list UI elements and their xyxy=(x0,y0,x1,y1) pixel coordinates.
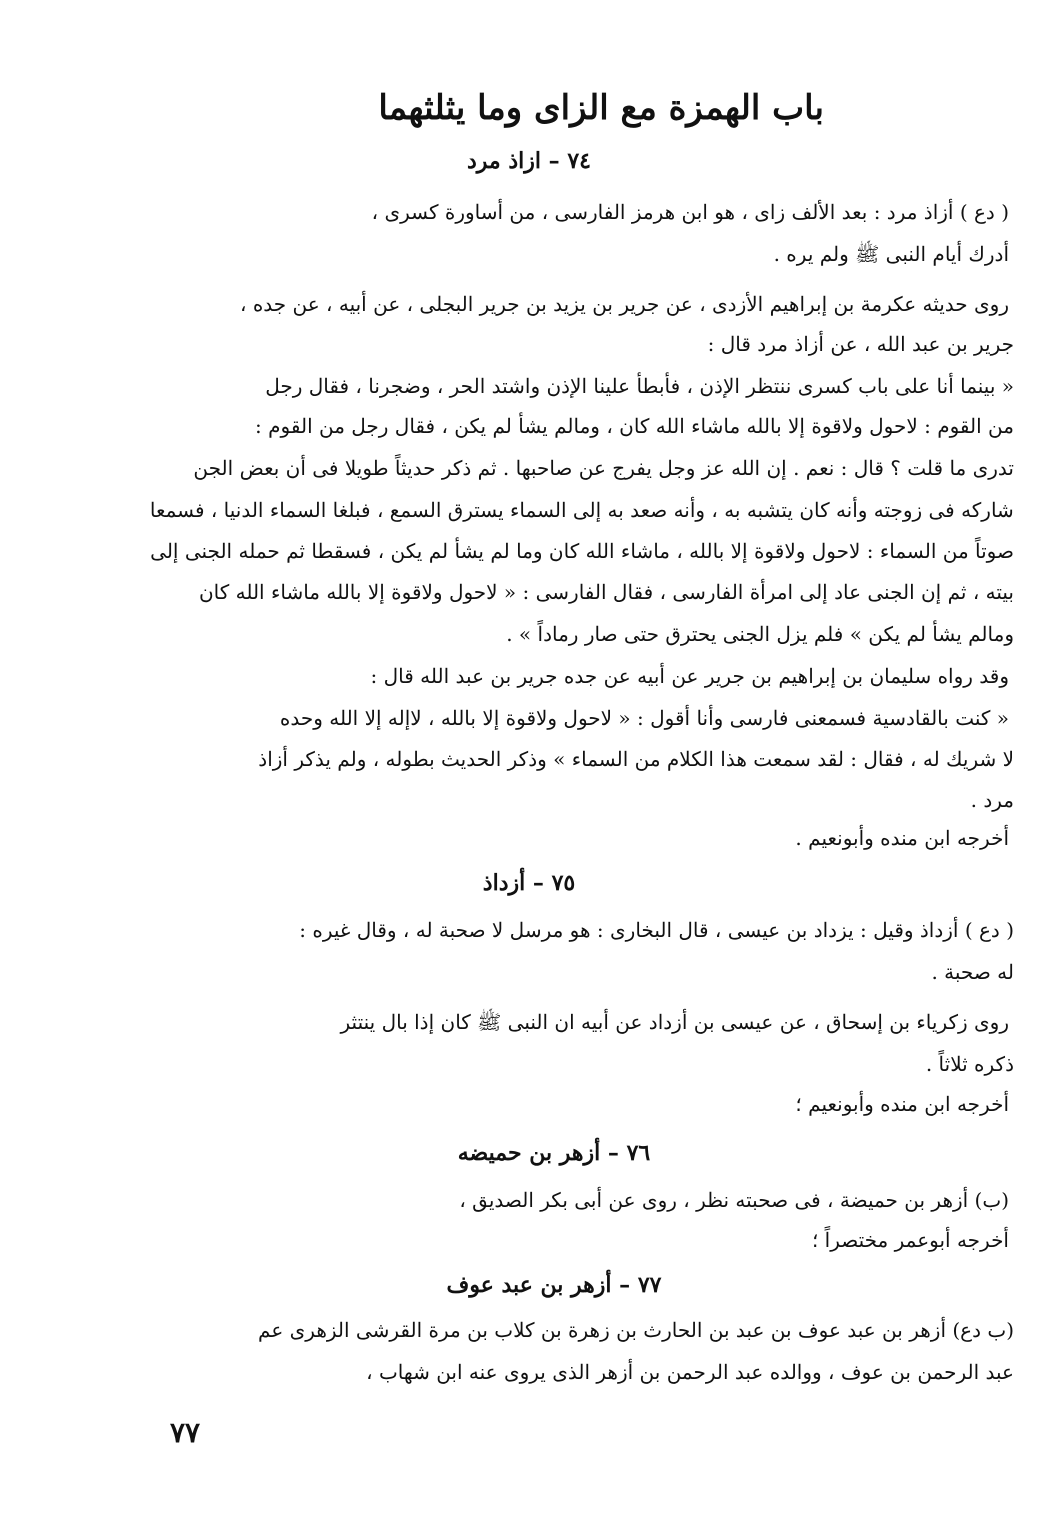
text-line: (ب دع) أزهر بن عبد عوف بن عبد بن الحارث بن زهرة بن كلاب بن مرة القرشى الزهرى عم xyxy=(258,1318,1014,1342)
text-line: صوتاً من السماء : لاحول ولاقوة إلا بالله ، ماشاء الله كان وما لم يشأ لم يكن ، فسقطا ثم حمله الجنى إلى xyxy=(150,539,1014,563)
text-line: شاركه فى زوجته وأنه كان يتشبه به ، وأنه صعد به إلى السماء يسترق السمع ، فبلغا السماء الدنيا ، فسمعا xyxy=(150,498,1014,522)
text-line: ( دع ) أزاذ مرد : بعد الألف زاى ، هو ابن هرمز الفارسى ، من أساورة كسرى ، xyxy=(371,200,1009,224)
text-line: روى زكرياء بن إسحاق ، عن عيسى بن أزداد عن أبيه ان النبى ﷺ كان إذا بال ينتثر xyxy=(340,1010,1009,1034)
page-number: ٧٧ xyxy=(170,1416,201,1449)
text-line: له صحبة . xyxy=(931,960,1014,984)
text-line: لا شريك له ، فقال : لقد سمعت هذا الكلام من السماء » وذكر الحديث بطوله ، ولم يذكر أزاذ xyxy=(258,747,1014,771)
text-line: تدرى ما قلت ؟ قال : نعم . إن الله عز وجل يفرج عن صاحبها . ثم ذكر حديثاً طويلا فى أن بعض الجن xyxy=(193,456,1014,480)
text-line: بيته ، ثم إن الجنى عاد إلى امرأة الفارسى ، فقال الفارسى : « لاحول ولاقوة إلا بالله ماشاء الله كان xyxy=(198,580,1014,604)
text-line: جرير بن عبد الله ، عن أزاذ مرد قال : xyxy=(707,332,1014,356)
text-line: مرد . xyxy=(970,788,1014,812)
text-line: روى حديثه عكرمة بن إبراهيم الأزدى ، عن جرير بن يزيد بن جرير البجلى ، عن أبيه ، عن جده ، xyxy=(240,292,1009,316)
text-line: « كنت بالقادسية فسمعنى فارسى وأنا أقول : « لاحول ولاقوة إلا بالله ، لاإله إلا الله وحده xyxy=(279,706,1009,730)
text-line: أخرجه أبوعمر مختصراً ؛ xyxy=(811,1228,1009,1252)
entry-heading-75: ٧٥ – أزداذ xyxy=(482,870,576,896)
chapter-title: باب الهمزة مع الزاى وما يثلثهما xyxy=(378,88,824,128)
text-line: أدرك أيام النبى ﷺ ولم يره . xyxy=(773,242,1009,266)
text-line: ومالم يشأ لم يكن » فلم يزل الجنى يحترق حتى صار رماداً » . xyxy=(506,622,1014,646)
text-line: وقد رواه سليمان بن إبراهيم بن جرير عن أبيه عن جده جرير بن عبد الله قال : xyxy=(370,664,1009,688)
entry-heading-74: ٧٤ – ازاذ مرد xyxy=(467,148,591,174)
text-line: عبد الرحمن بن عوف ، ووالده عبد الرحمن بن أزهر الذى يروى عنه ابن شهاب ، xyxy=(366,1360,1014,1384)
entry-heading-77: ٧٧ – أزهر بن عبد عوف xyxy=(446,1272,662,1298)
text-line: أخرجه ابن منده وأبونعيم ؛ xyxy=(795,1092,1009,1116)
entry-heading-76: ٧٦ – أزهر بن حميضه xyxy=(457,1140,651,1166)
text-line: من القوم : لاحول ولاقوة إلا بالله ماشاء الله كان ، ومالم يشأ لم يكن ، فقال رجل من القوم : xyxy=(255,414,1014,438)
text-line: « بينما أنا على باب كسرى ننتظر الإذن ، فأبطأ علينا الإذن واشتد الحر ، وضجرنا ، فقال رجل xyxy=(265,374,1014,398)
text-line: أخرجه ابن منده وأبونعيم . xyxy=(795,826,1009,850)
text-line: ذكره ثلاثاً . xyxy=(925,1052,1014,1076)
text-line: ( دع ) أزداذ وقيل : يزداد بن عيسى ، قال البخارى : هو مرسل لا صحبة له ، وقال غيره : xyxy=(299,918,1014,942)
text-line: (ب) أزهر بن حميضة ، فى صحبته نظر ، روى عن أبى بكر الصديق ، xyxy=(459,1188,1009,1212)
